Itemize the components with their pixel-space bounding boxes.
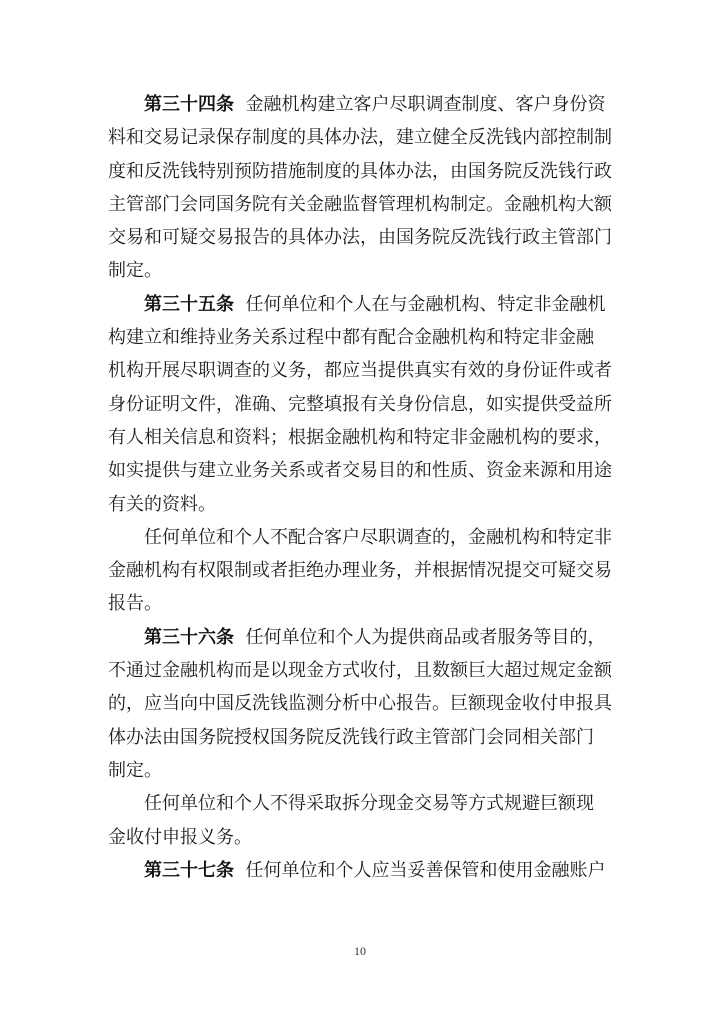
- continuation-paragraph: [108, 787, 628, 854]
- paragraph-text: 任何单位和个人为提供商品或者服务等目的，: [234, 626, 606, 648]
- paragraph-text: 金融机构建立客户尽职调查制度、客户身份资: [234, 94, 606, 115]
- paragraph-line: 金收付申报义务。: [108, 826, 252, 848]
- article-heading: 第三十六条: [144, 626, 234, 648]
- paragraph-first-line: [108, 854, 628, 887]
- paragraph-first-line: [108, 88, 628, 121]
- paragraph-line: 不通过金融机构而是以现金方式收付，且数额巨大超过规定金额: [108, 660, 612, 682]
- paragraph-line: 如实提供与建立业务关系或者交易目的和性质、资金来源和用途: [108, 460, 612, 482]
- continuation-paragraph: [108, 521, 628, 621]
- paragraph-line: 制定。: [108, 759, 162, 781]
- paragraph-line: 的，应当向中国反洗钱监测分析中心报告。巨额现金收付申报具: [108, 693, 612, 715]
- article-paragraph: [108, 854, 628, 887]
- paragraph-line: 体办法由国务院授权国务院反洗钱行政主管部门会同相关部门: [108, 726, 594, 748]
- paragraph-line: 制定。: [108, 260, 162, 282]
- paragraph-line: 有关的资料。: [108, 493, 216, 515]
- paragraph-line: 度和反洗钱特别预防措施制度的具体办法，由国务院反洗钱行政: [108, 160, 612, 182]
- article-paragraph: [108, 288, 628, 521]
- paragraph-line: 有人相关信息和资料；根据金融机构和特定非金融机构的要求，: [108, 426, 612, 448]
- page-number: 10: [354, 944, 366, 958]
- paragraph-line: 金融机构有权限制或者拒绝办理业务，并根据情况提交可疑交易: [108, 560, 612, 582]
- paragraph-first-line: [108, 288, 628, 321]
- paragraph-line: 主管部门会同国务院有关金融监督管理机构制定。金融机构大额: [108, 193, 612, 215]
- paragraph-first-line: [108, 787, 628, 820]
- paragraph-first-line: [108, 621, 628, 654]
- paragraph-line: 料和交易记录保存制度的具体办法，建立健全反洗钱内部控制制: [108, 127, 612, 149]
- article-heading: 第三十七条: [144, 859, 234, 881]
- paragraph-text: 任何单位和个人应当妥善保管和使用金融账户: [234, 859, 606, 881]
- paragraph-text: 任何单位和个人在与金融机构、特定非金融机: [234, 293, 606, 315]
- paragraph-line: 交易和可疑交易报告的具体办法，由国务院反洗钱行政主管部门: [108, 227, 612, 249]
- article-heading: 第三十四条: [144, 94, 234, 115]
- paragraph-text: 任何单位和个人不得采取拆分现金交易等方式规避巨额现: [144, 793, 594, 815]
- paragraph-line: 报告。: [108, 593, 162, 615]
- paragraph-line: 机构开展尽职调查的义务，都应当提供真实有效的身份证件或者: [108, 360, 612, 382]
- paragraph-first-line: [108, 521, 628, 554]
- article-paragraph: [108, 88, 628, 288]
- paragraph-text: 任何单位和个人不配合客户尽职调查的，金融机构和特定非: [144, 526, 612, 548]
- article-heading: 第三十五条: [144, 293, 234, 315]
- paragraph-line: 身份证明文件，准确、完整填报有关身份信息，如实提供受益所: [108, 393, 612, 415]
- document-body: [108, 88, 628, 887]
- paragraph-line: 构建立和维持业务关系过程中都有配合金融机构和特定非金融: [108, 327, 594, 349]
- article-paragraph: [108, 621, 628, 787]
